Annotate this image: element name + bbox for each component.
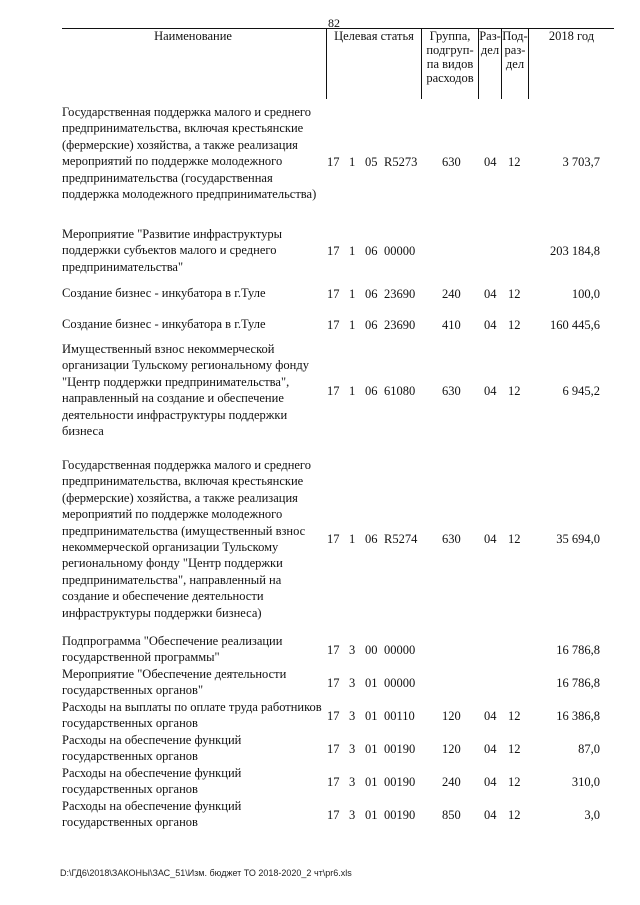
subsection-code: 12 [508,383,521,398]
group-code: 240 [442,774,461,789]
group-code: 850 [442,807,461,822]
amount: 3 703,7 [562,154,600,169]
target-part3: 01 [365,675,378,690]
group-code: 410 [442,317,461,332]
section-code: 04 [484,154,497,169]
header-name: Наименование [154,29,232,43]
target-part1: 17 [327,741,340,756]
target-part4: 00110 [384,708,415,723]
target-part1: 17 [327,317,340,332]
table-row [62,765,614,799]
table-row [62,457,614,621]
amount: 16 786,8 [556,675,600,690]
header-subsection: Под- раз- дел [502,29,528,71]
target-part2: 3 [349,642,356,657]
target-part3: 01 [365,807,378,822]
row-name: Расходы на обеспечение функций государственных органов [62,733,242,764]
subsection-code: 12 [508,286,521,301]
subsection-code: 12 [508,741,521,756]
target-part3: 06 [365,243,378,258]
file-path-footer: D:\ГД6\2018\ЗАКОНЫ\ЗАС_51\Изм. бюджет ТО 2018-2020_2 чт\pr6.xls [60,868,352,878]
target-part4: 00190 [384,741,416,756]
amount: 87,0 [578,741,600,756]
target-part2: 1 [349,243,356,258]
target-part3: 06 [365,383,378,398]
target-part2: 3 [349,675,356,690]
amount: 203 184,8 [550,243,600,258]
amount: 6 945,2 [562,383,600,398]
amount: 160 445,6 [550,317,600,332]
group-code: 630 [442,383,461,398]
row-name: Имущественный взнос некоммерческой организации Тульскому региональному фонду "Центр поддержки предпринимательства", направленный на создание и обеспечение деятельности инфраструктуры поддержки бизнеса [62,342,309,439]
target-part1: 17 [327,531,340,546]
target-part4: 00000 [384,675,416,690]
target-part4: 00190 [384,774,416,789]
target-part1: 17 [327,286,340,301]
target-part2: 3 [349,774,356,789]
subsection-code: 12 [508,708,521,723]
target-part3: 06 [365,286,378,301]
table-row [62,633,614,667]
target-part2: 1 [349,286,356,301]
page-number: 82 [328,16,340,30]
table-row [62,226,614,276]
section-code: 04 [484,741,497,756]
target-part4: 00000 [384,243,416,258]
header-section: Раз- дел [479,29,501,57]
target-part2: 1 [349,383,356,398]
target-part1: 17 [327,383,340,398]
group-code: 120 [442,708,461,723]
target-part3: 00 [365,642,378,657]
subsection-code: 12 [508,317,521,332]
section-code: 04 [484,383,497,398]
group-code: 240 [442,286,461,301]
target-part4: 23690 [384,317,416,332]
row-name: Государственная поддержка малого и среднего предпринимательства, включая крестьянские (фермерские) хозяйства, а также реализация мероприятий по поддержке молодежного предпринимательства (государственная поддержка молодежного предпринимательства) [62,105,317,202]
table-header [62,28,614,99]
row-name: Расходы на обеспечение функций государственных органов [62,766,242,797]
subsection-code: 12 [508,774,521,789]
target-part2: 3 [349,708,356,723]
amount: 100,0 [571,286,600,301]
section-code: 04 [484,807,497,822]
target-part1: 17 [327,154,340,169]
header-group: Группа, подгруп- па видов расходов [426,29,474,85]
target-part2: 1 [349,154,356,169]
subsection-code: 12 [508,531,521,546]
section-code: 04 [484,774,497,789]
row-name: Расходы на обеспечение функций государственных органов [62,799,242,830]
row-name: Создание бизнес - инкубатора в г.Туле [62,317,266,331]
group-code: 630 [442,154,461,169]
section-code: 04 [484,286,497,301]
header-target: Целевая статья [334,29,414,43]
row-name: Расходы на выплаты по оплате труда работников государственных органов [62,700,322,731]
target-part1: 17 [327,774,340,789]
section-code: 04 [484,317,497,332]
target-part4: R5273 [384,154,418,169]
target-part4: 00000 [384,642,416,657]
amount: 16 786,8 [556,642,600,657]
section-code: 04 [484,708,497,723]
amount: 35 694,0 [556,531,600,546]
table-row [62,316,614,333]
row-name: Подпрограмма "Обеспечение реализации государственной программы" [62,634,283,665]
target-part4: 61080 [384,383,416,398]
target-part3: 01 [365,774,378,789]
target-part4: R5274 [384,531,418,546]
target-part3: 01 [365,708,378,723]
section-code: 04 [484,531,497,546]
target-part2: 3 [349,807,356,822]
target-part4: 23690 [384,286,416,301]
target-part4: 00190 [384,807,416,822]
row-name: Создание бизнес - инкубатора в г.Туле [62,286,266,300]
table-row [62,104,614,219]
subsection-code: 12 [508,807,521,822]
table-row [62,285,614,302]
target-part3: 05 [365,154,378,169]
table-row [62,666,614,700]
header-year: 2018 год [548,29,595,43]
table-row [62,341,614,440]
target-part2: 3 [349,741,356,756]
target-part1: 17 [327,642,340,657]
row-name: Мероприятие "Развитие инфраструктуры поддержки субъектов малого и среднего предпринимательства" [62,227,283,274]
table-row [62,732,614,766]
group-code: 120 [442,741,461,756]
target-part1: 17 [327,807,340,822]
amount: 310,0 [571,774,600,789]
group-code: 630 [442,531,461,546]
target-part1: 17 [327,708,340,723]
target-part3: 01 [365,741,378,756]
table-row [62,699,614,733]
subsection-code: 12 [508,154,521,169]
amount: 3,0 [584,807,600,822]
target-part2: 1 [349,531,356,546]
target-part1: 17 [327,675,340,690]
target-part3: 06 [365,317,378,332]
target-part1: 17 [327,243,340,258]
row-name: Государственная поддержка малого и среднего предпринимательства, включая крестьянские (фермерские) хозяйства, а также реализация мероприятий по поддержке молодежного предпринимательства (имущественный взнос некоммерческой организации Тульскому региональному фонду "Центр поддержки предпринимательства", направленный на создание и обеспечение деятельности инфраструктуры поддержки бизнеса) [62,458,311,620]
table-row [62,798,614,832]
row-name: Мероприятие "Обеспечение деятельности государственных органов" [62,667,287,698]
target-part3: 06 [365,531,378,546]
target-part2: 1 [349,317,356,332]
amount: 16 386,8 [556,708,600,723]
